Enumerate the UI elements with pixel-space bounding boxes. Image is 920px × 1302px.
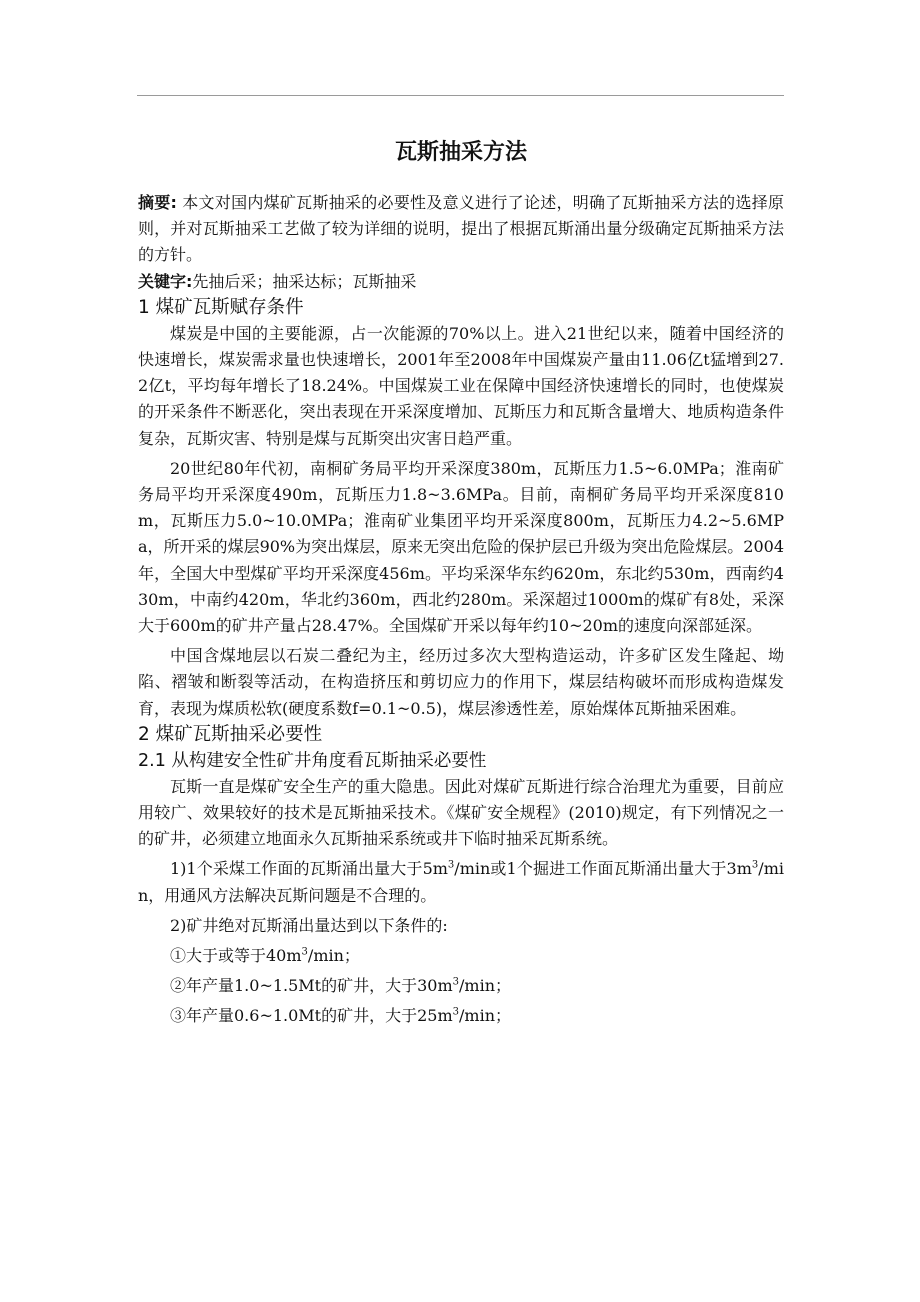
superscript: 3 xyxy=(751,860,759,872)
keywords xyxy=(138,269,784,295)
abstract xyxy=(138,190,784,269)
section-1-heading: 1 煤矿瓦斯赋存条件 xyxy=(138,296,304,318)
superscript: 3 xyxy=(452,976,460,988)
keywords-text: 先抽后采；抽采达标；瓦斯抽采 xyxy=(192,271,417,291)
sub-item-3 xyxy=(138,1003,784,1029)
keywords-label: 关键字: xyxy=(138,271,193,291)
document-body xyxy=(138,136,784,1030)
sub-item-2-post: /min； xyxy=(459,976,512,996)
list-item-1-text-a: 1)1个采煤工作面的瓦斯涌出量大于5m xyxy=(170,859,448,879)
section-1-paragraph-3: 中国含煤地层以石炭二叠纪为主，经历过多次大型构造运动，许多矿区发生隆起、坳陷、褶皱和断裂等活动，在构造挤压和剪切应力的作用下，煤层结构破坏而形成构造煤发育，表现为煤质松软(硬度系数f=0.1~0.5)，煤层渗透性差，原始煤体瓦斯抽采困难。 xyxy=(138,646,784,718)
document-title: 瓦斯抽采方法 xyxy=(394,140,527,165)
sub-item-1-post: /min； xyxy=(307,946,360,966)
sub-item-3-post: /min； xyxy=(459,1006,512,1026)
section-2-1-heading: 2.1 从构建安全性矿井角度看瓦斯抽采必要性 xyxy=(138,750,487,771)
superscript: 3 xyxy=(301,946,308,958)
list-item-1 xyxy=(138,856,784,908)
sub-item-3-pre: ③年产量0.6~1.0Mt的矿井，大于25m xyxy=(170,1006,453,1026)
list-item-2: 2)矿井绝对瓦斯涌出量达到以下条件的: xyxy=(170,915,448,935)
section-1-paragraph-2: 20世纪80年代初，南桐矿务局平均开采深度380m，瓦斯压力1.5~6.0MPa；淮南矿务局平均开采深度490m，瓦斯压力1.8~3.6MPa。目前，南桐矿务局平均开采深度810m，瓦斯压力5.0~10.0MPa；淮南矿业集团平均开采深度800m，瓦斯压力4.2~5.6MPa，所开采的煤层90%为突出煤层，原来无突出危险的保护层已升级为突出危险煤层。2004年，全国大中型煤矿平均开采深度456m。平均采深华东约620m，东北约530m，西南约430m，中南约420m，华北约360m，西北约280m。采深超过1000m的煤矿有8处，采深大于600m的矿井产量占28.47%。全国煤矿开采以每年约10~20m的速度向深部延深。 xyxy=(138,458,784,636)
section-1-paragraph-1: 煤炭是中国的主要能源，占一次能源的70%以上。进入21世纪以来，随着中国经济的快速增长，煤炭需求量也快速增长，2001年至2008年中国煤炭产量由11.06亿t猛增到27.2亿t，平均每年增长了18.24%。中国煤炭工业在保障中国经济快速增长的同时，也使煤炭的开采条件不断恶化，突出表现在开采深度增加、瓦斯压力和瓦斯含量增大、地质构造条件复杂，瓦斯灾害、特别是煤与瓦斯突出灾害日趋严重。 xyxy=(138,323,784,448)
abstract-text: 本文对国内煤矿瓦斯抽采的必要性及意义进行了论述，明确了瓦斯抽采方法的选择原则，并对瓦斯抽采工艺做了较为详细的说明，提出了根据瓦斯涌出量分级确定瓦斯抽采方法的方针。 xyxy=(138,193,784,265)
abstract-label: 摘要: xyxy=(138,193,177,212)
header-rule xyxy=(137,95,784,96)
sub-item-2-pre: ②年产量1.0~1.5Mt的矿井，大于30m xyxy=(170,976,453,996)
section-2-heading: 2 煤矿瓦斯抽采必要性 xyxy=(138,723,323,745)
list-item-1-text-b: /min或1个掘进工作面瓦斯涌出量大于3m xyxy=(454,859,752,879)
superscript: 3 xyxy=(452,1007,460,1019)
sub-item-1 xyxy=(138,943,784,969)
superscript: 3 xyxy=(447,860,455,872)
sub-item-2 xyxy=(138,973,784,999)
sub-item-1-pre: ①大于或等于40m xyxy=(170,946,302,966)
list-item-1-text-c: /min，用通风方法解决瓦斯问题是不合理的。 xyxy=(138,859,784,905)
section-2-1-paragraph: 瓦斯一直是煤矿安全生产的重大隐患。因此对煤矿瓦斯进行综合治理尤为重要，目前应用较广、效果较好的技术是瓦斯抽采技术。《煤矿安全规程》(2010)规定，有下列情况之一的矿井，必须建立地面永久瓦斯抽采系统或井下临时抽采瓦斯系统。 xyxy=(138,776,784,849)
